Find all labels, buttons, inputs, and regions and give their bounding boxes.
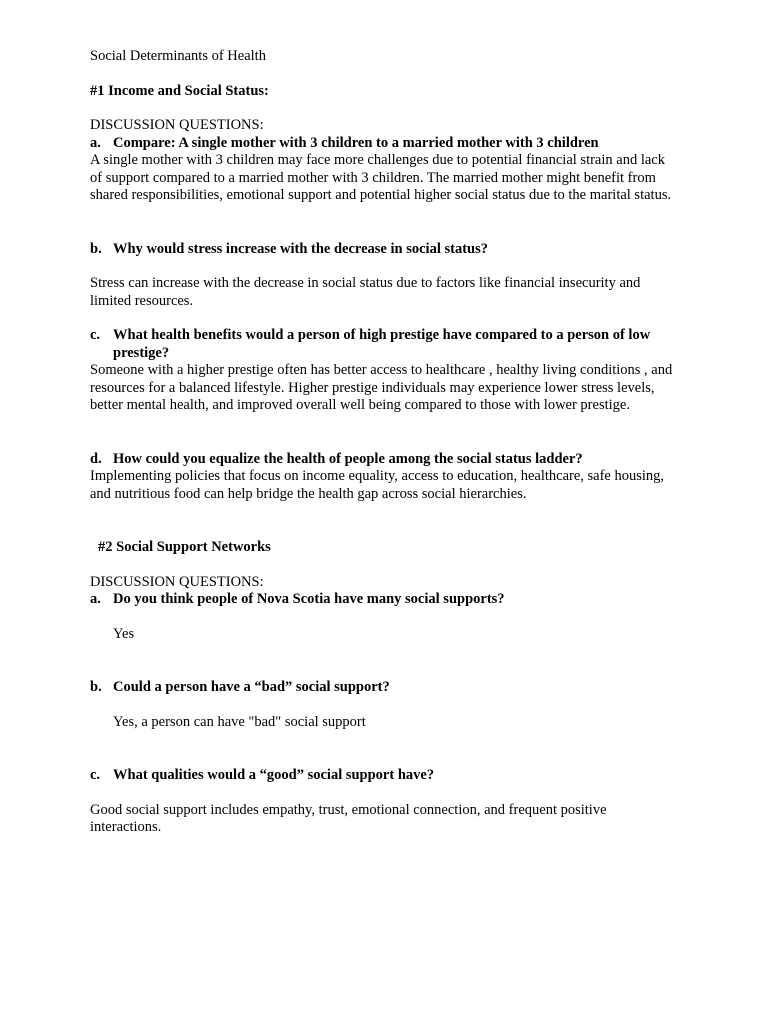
section-2-answer-c: Good social support includes empathy, trust, emotional connection, and frequent positive interactions. [90,801,607,835]
section-2-discussion-label: DISCUSSION QUESTIONS: [90,573,264,590]
section-1-answer-a: A single mother with 3 children may face more challenges due to potential financial strain and lack of support compared to a married mother with 3 children. The married mother might benefit from shared responsibilities, emotional support and potential higher social status due to the marital status. [90,152,672,203]
section-1-question-b: b. Why would stress increase with the decrease in social status? [90,240,488,257]
section-2-question-b: b. Could a person have a “bad” social support? [90,679,390,695]
document-title: Social Determinants of Health [90,48,266,64]
section-2-question-a: a. Do you think people of Nova Scotia have many social supports? [90,591,505,607]
section-1-question-c: c. What health benefits would a person of high prestige have compared to a person of low prestige? [90,327,651,361]
section-2-answer-a: Yes [113,625,135,642]
section-2-heading: #2 Social Support Networks [98,539,271,555]
section-1-question-a: a. Compare: A single mother with 3 children to a married mother with 3 children [90,134,599,151]
section-1-discussion-label: DISCUSSION QUESTIONS: [90,117,264,133]
section-2-answer-b: Yes, a person can have "bad" social support [113,713,366,730]
section-1-heading: #1 Income and Social Status: [90,82,269,99]
section-1-answer-d: Implementing policies that focus on income equality, access to education, healthcare, safe housing, and nutritious food can help bridge the health gap across social hierarchies. [90,468,665,502]
section-1-answer-c: Someone with a higher prestige often has better access to healthcare , healthy living conditions , and resources for a balanced lifestyle. Higher prestige individuals may experience lower stress levels, better mental health, and improved overall well being compared to those with lower prestige. [90,362,673,413]
section-1-answer-b: Stress can increase with the decrease in social status due to factors like financial insecurity and limited resources. [90,275,641,309]
section-2-question-c: c. What qualities would a “good” social support have? [90,767,435,783]
document-page [90,48,680,837]
section-1-question-d: d. How could you equalize the health of people among the social status ladder? [90,450,583,467]
